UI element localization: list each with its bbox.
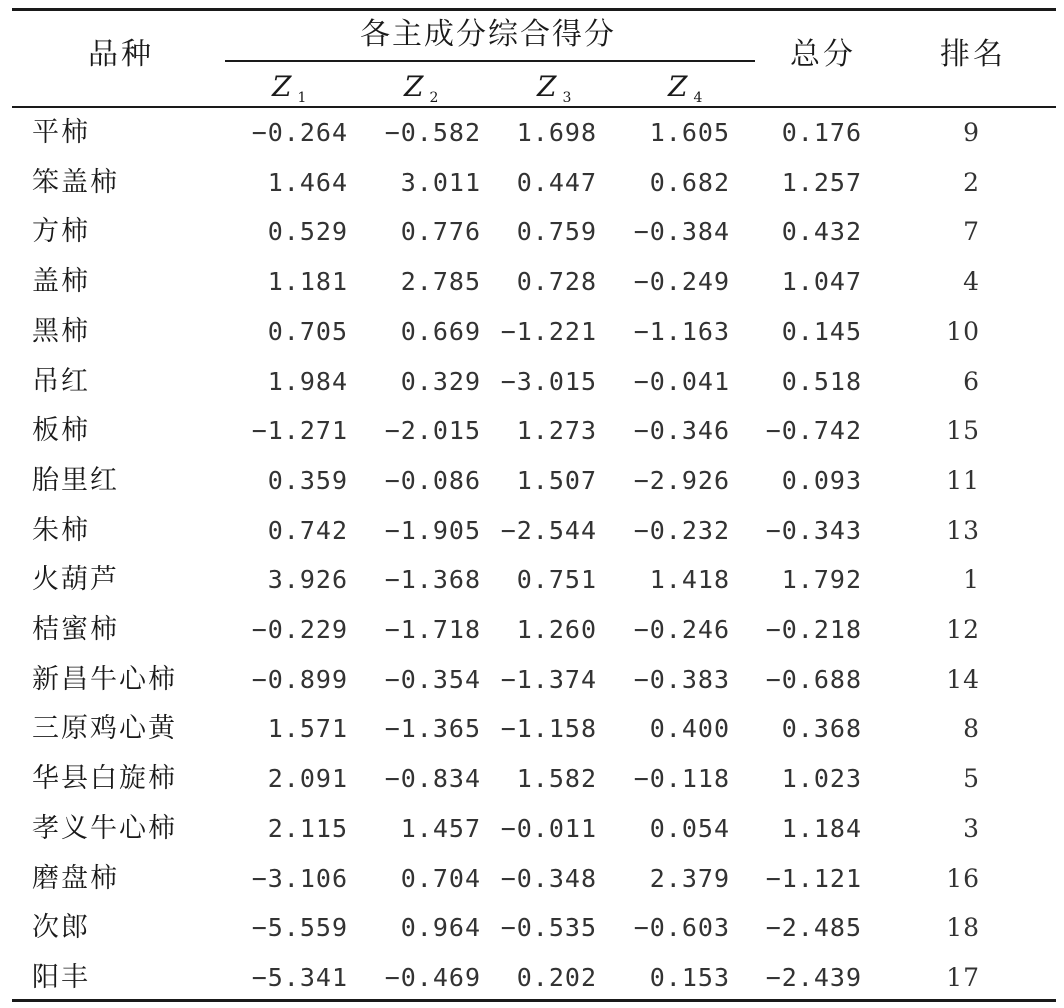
variety-cell: 孝义牛心柿 [32, 812, 177, 844]
z4-cell: −0.246 [633, 615, 730, 644]
total-cell: 1.184 [781, 813, 862, 843]
total-cell: −0.343 [765, 515, 862, 545]
table-row [0, 605, 1064, 655]
z4-cell: −0.383 [633, 664, 730, 694]
header-variety: 品种 [88, 37, 154, 72]
z2-cell: −0.469 [384, 962, 481, 992]
variety-cell: 阳丰 [32, 961, 90, 993]
total-cell: −0.742 [765, 416, 862, 446]
total-cell: 1.047 [781, 267, 862, 297]
rank-cell: 7 [963, 217, 980, 247]
z3-cell: −0.011 [500, 813, 597, 843]
z3-cell: 0.759 [516, 217, 597, 247]
total-cell: 0.093 [781, 465, 862, 495]
z2-cell: 0.329 [400, 366, 481, 396]
z4-cell: 0.054 [649, 813, 730, 843]
z1-cell: 0.359 [267, 465, 348, 495]
z4-cell: 0.400 [649, 714, 730, 744]
header-component-scores: 各主成分综合得分 [360, 17, 616, 52]
rank-cell: 11 [946, 465, 980, 495]
table-row [0, 158, 1064, 208]
header-z1: Z $_1$ [272, 70, 307, 106]
total-cell: −2.439 [765, 962, 862, 992]
z3-cell: −1.374 [500, 664, 597, 694]
z4-cell: 1.605 [649, 118, 730, 147]
rank-cell: 12 [946, 615, 980, 644]
table-row [0, 257, 1064, 307]
z1-cell: −0.899 [251, 664, 348, 694]
rank-cell: 17 [946, 962, 980, 992]
variety-cell: 三原鸡心黄 [32, 713, 177, 745]
z2-cell: 1.457 [400, 813, 481, 843]
z2-cell: 2.785 [400, 267, 481, 297]
z3-cell: −0.348 [500, 863, 597, 893]
z1-cell: 1.464 [267, 167, 348, 197]
total-cell: −1.121 [765, 863, 862, 893]
z3-cell: 0.728 [516, 267, 597, 297]
z2-cell: −1.905 [384, 515, 481, 545]
z4-cell: −0.249 [633, 267, 730, 297]
z3-cell: 1.273 [516, 416, 597, 446]
z4-cell: 2.379 [649, 863, 730, 893]
z4-cell: 0.682 [649, 167, 730, 197]
variety-cell: 平柿 [32, 117, 90, 148]
table-row [0, 655, 1064, 705]
variety-cell: 板柿 [32, 415, 90, 447]
header-total: 总分 [790, 37, 856, 72]
z2-cell: −0.354 [384, 664, 481, 694]
z3-cell: −1.221 [500, 316, 597, 346]
z2-cell: −1.718 [384, 615, 481, 644]
z1-cell: −0.229 [251, 615, 348, 644]
z4-cell: 1.418 [649, 565, 730, 595]
rank-cell: 1 [963, 565, 980, 595]
variety-cell: 次郎 [32, 912, 90, 944]
header-z3: Z $_3$ [537, 70, 572, 106]
rank-cell: 10 [946, 316, 980, 346]
z3-cell: −1.158 [500, 714, 597, 744]
table-bottom-rule [12, 999, 1056, 1002]
rank-cell: 6 [963, 366, 980, 396]
z4-cell: −1.163 [633, 316, 730, 346]
z1-cell: 3.926 [267, 565, 348, 595]
z2-cell: 0.704 [400, 863, 481, 893]
z3-cell: 1.260 [516, 615, 597, 644]
header-z2: Z $_2$ [404, 70, 439, 106]
total-cell: −0.688 [765, 664, 862, 694]
z1-cell: −5.341 [251, 962, 348, 992]
z2-cell: 3.011 [400, 167, 481, 197]
table-row [0, 307, 1064, 357]
table-row [0, 357, 1064, 407]
z3-cell: 0.447 [516, 167, 597, 197]
z1-cell: 2.091 [267, 764, 348, 794]
rank-cell: 3 [963, 813, 980, 843]
variety-cell: 新昌牛心柿 [32, 663, 177, 695]
rank-cell: 4 [963, 267, 980, 297]
variety-cell: 磨盘柿 [32, 862, 119, 894]
z1-cell: −1.271 [251, 416, 348, 446]
z2-cell: −1.365 [384, 714, 481, 744]
variety-cell: 盖柿 [32, 266, 90, 298]
variety-cell: 笨盖柿 [32, 166, 119, 198]
total-cell: 0.432 [781, 217, 862, 247]
z4-cell: −0.232 [633, 515, 730, 545]
rank-cell: 2 [963, 167, 980, 197]
rank-cell: 8 [963, 714, 980, 744]
total-cell: 0.518 [781, 366, 862, 396]
z3-cell: −0.535 [500, 913, 597, 943]
z2-cell: 0.776 [400, 217, 481, 247]
table-row [0, 754, 1064, 804]
total-cell: 0.176 [781, 118, 862, 147]
z2-cell: −0.834 [384, 764, 481, 794]
variety-cell: 方柿 [32, 216, 90, 248]
rank-cell: 16 [946, 863, 980, 893]
z2-cell: −0.086 [384, 465, 481, 495]
table-row [0, 506, 1064, 556]
variety-cell: 朱柿 [32, 514, 90, 546]
table-row [0, 555, 1064, 605]
table-top-rule [12, 8, 1056, 11]
total-cell: 1.023 [781, 764, 862, 794]
rank-cell: 15 [946, 416, 980, 446]
z1-cell: 0.705 [267, 316, 348, 346]
z4-cell: −0.346 [633, 416, 730, 446]
z4-cell: 0.153 [649, 962, 730, 992]
table-row [0, 108, 1064, 158]
rank-cell: 9 [963, 118, 980, 147]
z1-cell: 1.571 [267, 714, 348, 744]
z1-cell: 0.742 [267, 515, 348, 545]
total-cell: −2.485 [765, 913, 862, 943]
z3-cell: 0.202 [516, 962, 597, 992]
z4-cell: −0.384 [633, 217, 730, 247]
z3-cell: 1.582 [516, 764, 597, 794]
header-rank: 排名 [940, 37, 1006, 72]
z3-cell: 1.507 [516, 465, 597, 495]
z4-cell: −0.118 [633, 764, 730, 794]
z1-cell: 0.529 [267, 217, 348, 247]
variety-cell: 吊红 [32, 365, 90, 397]
variety-cell: 桔蜜柿 [32, 614, 119, 645]
z4-cell: −0.603 [633, 913, 730, 943]
z1-cell: −3.106 [251, 863, 348, 893]
z3-cell: −3.015 [500, 366, 597, 396]
table-row [0, 953, 1064, 1003]
rank-cell: 14 [946, 664, 980, 694]
table-row [0, 704, 1064, 754]
table-row [0, 207, 1064, 257]
rank-cell: 18 [946, 913, 980, 943]
z2-cell: −0.582 [384, 118, 481, 147]
z1-cell: 2.115 [267, 813, 348, 843]
variety-cell: 黑柿 [32, 315, 90, 347]
rank-cell: 13 [946, 515, 980, 545]
z1-cell: −5.559 [251, 913, 348, 943]
total-cell: 1.257 [781, 167, 862, 197]
variety-cell: 华县白旋柿 [32, 763, 177, 795]
z1-cell: 1.181 [267, 267, 348, 297]
total-cell: 0.368 [781, 714, 862, 744]
table-row [0, 854, 1064, 904]
z2-cell: −1.368 [384, 565, 481, 595]
total-cell: 0.145 [781, 316, 862, 346]
z1-cell: −0.264 [251, 118, 348, 147]
header-group-rule [225, 60, 755, 62]
z3-cell: −2.544 [500, 515, 597, 545]
z4-cell: −0.041 [633, 366, 730, 396]
table-row [0, 903, 1064, 953]
header-z4: Z $_4$ [668, 70, 703, 106]
z1-cell: 1.984 [267, 366, 348, 396]
z3-cell: 1.698 [516, 118, 597, 147]
z4-cell: −2.926 [633, 465, 730, 495]
total-cell: 1.792 [781, 565, 862, 595]
table-row [0, 406, 1064, 456]
total-cell: −0.218 [765, 615, 862, 644]
z2-cell: 0.964 [400, 913, 481, 943]
z3-cell: 0.751 [516, 565, 597, 595]
variety-cell: 胎里红 [32, 464, 119, 496]
table-row [0, 456, 1064, 506]
rank-cell: 5 [963, 764, 980, 794]
z2-cell: −2.015 [384, 416, 481, 446]
table-row [0, 804, 1064, 854]
variety-cell: 火葫芦 [32, 564, 119, 596]
z2-cell: 0.669 [400, 316, 481, 346]
